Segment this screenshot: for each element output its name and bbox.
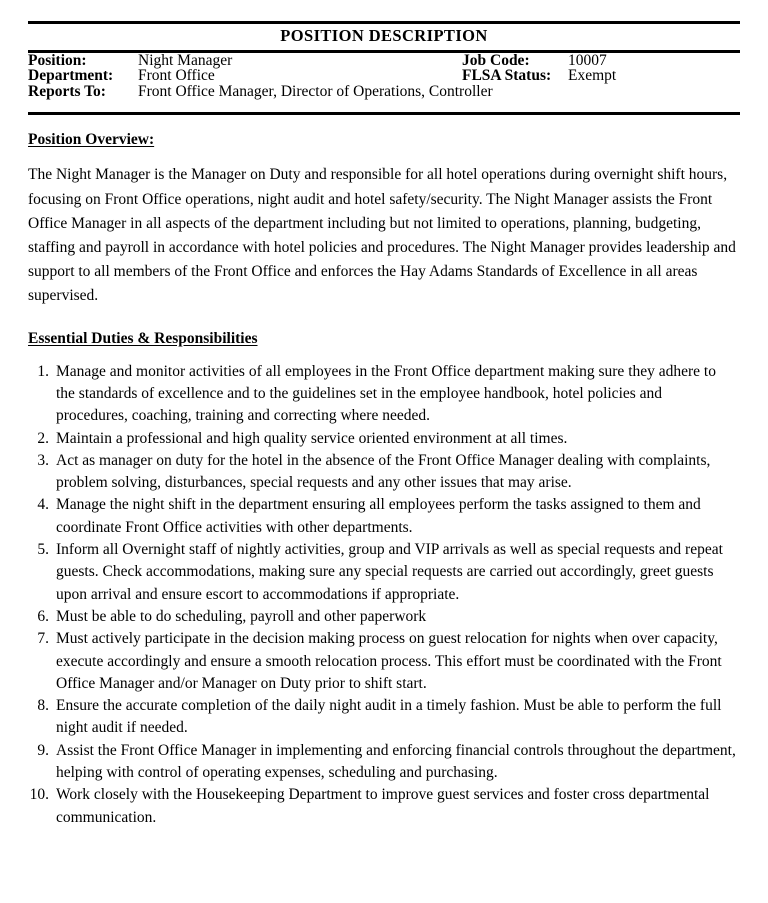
list-item-number: 5. — [37, 541, 49, 559]
reports-to-value: Front Office Manager, Director of Operations, Controller — [138, 82, 493, 100]
table-row — [28, 84, 740, 114]
list-item-number: 10. — [29, 786, 49, 804]
list-item-text: Must be able to do scheduling, payroll and other paperwork — [56, 607, 427, 625]
flsa-status-value: Exempt — [568, 67, 617, 85]
list-item-text: Must actively participate in the decision making process on guest relocation for nights when over capacity, execute accordingly and ensure a smooth relocation process. This effort must be coordinated with the Front Office Manager and/or Manager on Duty prior to shift start. — [56, 630, 722, 692]
list-item-number: 4. — [37, 496, 49, 514]
position-header-table — [28, 53, 740, 116]
document-page — [0, 21, 768, 903]
list-item — [28, 695, 736, 740]
list-item — [28, 428, 736, 450]
position-value: Night Manager — [138, 51, 233, 69]
page-title: POSITION DESCRIPTION — [280, 26, 488, 45]
department-label: Department: — [28, 67, 114, 85]
list-item — [28, 628, 736, 695]
list-item-text: Inform all Overnight staff of nightly activities, group and VIP arrivals as well as special requests and repeat guests. Check accommodations, making sure any special requests are carried out accordingly, greet guests upon arrival and ensure escort to accommodations if appropriate. — [56, 541, 723, 603]
list-item-text: Manage the night shift in the department ensuring all employees perform the tasks assigned to them and coordinate Front Office activities with other departments. — [56, 496, 701, 536]
position-overview-section — [28, 131, 740, 308]
table-row — [28, 53, 740, 69]
department-value: Front Office — [138, 67, 215, 85]
list-item-number: 1. — [37, 362, 49, 380]
essential-duties-list — [28, 361, 736, 829]
list-item-number: 6. — [37, 607, 49, 625]
document-title-banner — [28, 21, 740, 53]
list-item — [28, 450, 736, 495]
table-row — [28, 68, 740, 84]
list-item-text: Act as manager on duty for the hotel in the absence of the Front Office Manager dealing with complaints, problem solving, disturbances, special requests and any other issues that may arise. — [56, 451, 711, 492]
job-code-value: 10007 — [568, 51, 607, 69]
position-overview-text: The Night Manager is the Manager on Duty and responsible for all hotel operations during overnight shift hours, focusing on Front Office operations, night audit and hotel safety/security. The Night Manager assists the Front Office Manager in all aspects of the department including but not limited to operations, planning, budgeting, staffing and payroll in accordance with hotel policies and procedures. The Night Manager provides leadership and support to all members of the Front Office and enforces the Hay Adams Standards of Excellence in all areas supervised. — [28, 166, 736, 305]
list-item — [28, 539, 736, 606]
list-item — [28, 784, 736, 829]
reports-to-label: Reports To: — [28, 82, 106, 100]
list-item — [28, 606, 736, 628]
list-item-number: 7. — [37, 630, 49, 648]
essential-duties-section — [28, 330, 740, 829]
list-item-text: Manage and monitor activities of all employees in the Front Office department making sure they adhere to the standards of excellence and to the guidelines set in the employee handbook, hotel policies and procedures, coaching, training and correcting where needed. — [56, 362, 716, 425]
position-label: Position: — [28, 51, 87, 69]
list-item-text: Assist the Front Office Manager in implementing and enforcing financial controls throughout the department, helping with control of operating expenses, scheduling and purchasing. — [56, 741, 736, 782]
list-item — [28, 740, 736, 785]
list-item-text: Maintain a professional and high quality service oriented environment at all times. — [56, 429, 568, 447]
list-item — [28, 361, 736, 428]
list-item-number: 9. — [37, 741, 49, 759]
position-overview-heading: Position Overview: — [28, 131, 155, 149]
list-item-number: 3. — [37, 451, 49, 469]
essential-duties-heading: Essential Duties & Responsibilities — [28, 329, 258, 347]
flsa-status-label: FLSA Status: — [462, 67, 552, 85]
job-code-label: Job Code: — [462, 51, 530, 69]
list-item-text: Work closely with the Housekeeping Department to improve guest services and foster cross departmental communication. — [56, 786, 710, 826]
list-item-number: 8. — [37, 697, 49, 715]
list-item-number: 2. — [37, 429, 49, 447]
list-item — [28, 494, 736, 539]
list-item-text: Ensure the accurate completion of the daily night audit in a timely fashion. Must be able to perform the full night audit if needed. — [56, 697, 722, 737]
